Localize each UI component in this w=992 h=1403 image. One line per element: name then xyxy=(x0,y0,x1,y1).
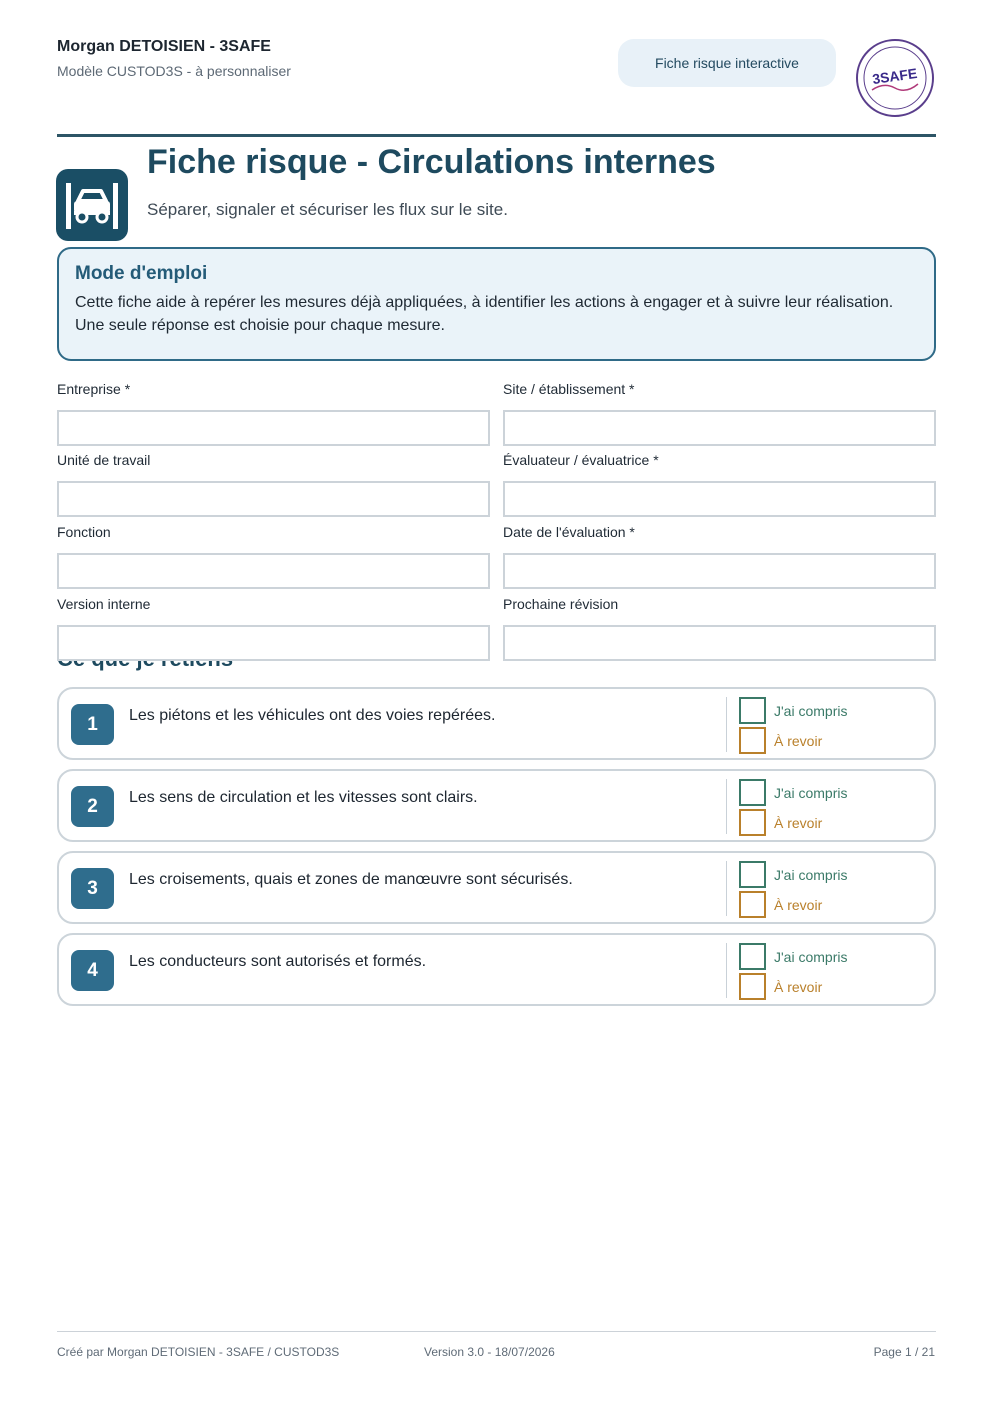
understood-checkbox[interactable] xyxy=(739,943,766,970)
field-label: Fonction xyxy=(57,524,111,540)
understood-checkbox[interactable] xyxy=(739,697,766,724)
field-unite xyxy=(57,452,490,517)
divider xyxy=(726,861,727,916)
footer-page-number: Page 1 / 21 xyxy=(873,1345,935,1359)
review-label: À revoir xyxy=(774,732,823,749)
footer-version: Version 3.0 - 18/07/2026 xyxy=(424,1345,555,1359)
review-option[interactable] xyxy=(739,727,822,754)
instructions-text: Cette fiche aide à repérer les mesures déjà appliquées, à identifier les actions à engager et à suivre leur réalisation. Une seule réponse est choisie pour chaque mesure. xyxy=(75,294,894,334)
field-evaluateur xyxy=(503,452,936,517)
divider xyxy=(726,779,727,834)
field-fonction xyxy=(57,524,490,589)
header-rule xyxy=(57,134,936,137)
list-item xyxy=(57,851,936,924)
page-title: Fiche risque - Circulations internes xyxy=(147,143,716,181)
item-number-badge: 2 xyxy=(71,786,114,827)
entreprise-input[interactable] xyxy=(57,410,490,446)
review-checkbox[interactable] xyxy=(739,973,766,1000)
fonction-input[interactable] xyxy=(57,553,490,589)
review-checkbox[interactable] xyxy=(739,727,766,754)
evaluateur-input[interactable] xyxy=(503,481,936,517)
footer-rule xyxy=(57,1331,936,1332)
field-site xyxy=(503,381,936,446)
page-subtitle: Séparer, signaler et sécuriser les flux sur le site. xyxy=(147,200,508,219)
instructions-title: Mode d'emploi xyxy=(75,263,208,284)
interactive-sheet-badge: Fiche risque interactive xyxy=(618,39,836,87)
list-item xyxy=(57,933,936,1006)
divider xyxy=(726,943,727,998)
review-label: À revoir xyxy=(774,896,823,913)
field-label: Entreprise * xyxy=(57,381,131,397)
understood-checkbox[interactable] xyxy=(739,861,766,888)
vehicle-icon xyxy=(56,169,128,241)
site-input[interactable] xyxy=(503,410,936,446)
review-option[interactable] xyxy=(739,891,822,918)
review-option[interactable] xyxy=(739,973,822,1000)
date-input[interactable] xyxy=(503,553,936,589)
footer-created-by: Créé par Morgan DETOISIEN - 3SAFE / CUSTOD3S xyxy=(57,1345,340,1359)
field-version xyxy=(57,596,490,661)
item-number-badge: 1 xyxy=(71,704,114,745)
understood-label: J'ai compris xyxy=(774,702,848,719)
item-number-badge: 3 xyxy=(71,868,114,909)
understood-checkbox[interactable] xyxy=(739,779,766,806)
field-label: Date de l'évaluation * xyxy=(503,524,635,540)
model-label: Modèle CUSTOD3S - à personnaliser xyxy=(57,63,291,79)
field-label: Prochaine révision xyxy=(503,596,619,612)
field-label: Unité de travail xyxy=(57,452,151,468)
list-item xyxy=(57,687,936,760)
field-entreprise xyxy=(57,381,490,446)
field-revision xyxy=(503,596,936,661)
version-input[interactable] xyxy=(57,625,490,661)
field-date xyxy=(503,524,936,589)
list-item xyxy=(57,769,936,842)
understood-option[interactable] xyxy=(739,943,847,970)
instructions-box xyxy=(57,247,936,361)
review-label: À revoir xyxy=(774,814,823,831)
understood-label: J'ai compris xyxy=(774,784,848,801)
3safe-stamp-logo xyxy=(854,38,936,118)
field-label: Site / établissement * xyxy=(503,381,635,397)
understood-option[interactable] xyxy=(739,697,847,724)
item-text: Les piétons et les véhicules ont des voies repérées. xyxy=(129,707,496,724)
review-checkbox[interactable] xyxy=(739,809,766,836)
understood-option[interactable] xyxy=(739,861,847,888)
item-text: Les conducteurs sont autorisés et formés. xyxy=(129,953,427,970)
understood-option[interactable] xyxy=(739,779,847,806)
item-text: Les croisements, quais et zones de manœuvre sont sécurisés. xyxy=(129,871,573,888)
unite-input[interactable] xyxy=(57,481,490,517)
understood-label: J'ai compris xyxy=(774,866,848,883)
understood-label: J'ai compris xyxy=(774,948,848,965)
review-checkbox[interactable] xyxy=(739,891,766,918)
page-header xyxy=(57,38,936,118)
item-number-badge: 4 xyxy=(71,950,114,991)
svg-text:3SAFE: 3SAFE xyxy=(871,64,919,88)
item-text: Les sens de circulation et les vitesses sont clairs. xyxy=(129,789,478,806)
field-label: Évaluateur / évaluatrice * xyxy=(503,452,659,468)
review-label: À revoir xyxy=(774,978,823,995)
revision-input[interactable] xyxy=(503,625,936,661)
author-name: Morgan DETOISIEN - 3SAFE xyxy=(57,38,271,55)
divider xyxy=(726,697,727,752)
review-option[interactable] xyxy=(739,809,822,836)
field-label: Version interne xyxy=(57,596,151,612)
